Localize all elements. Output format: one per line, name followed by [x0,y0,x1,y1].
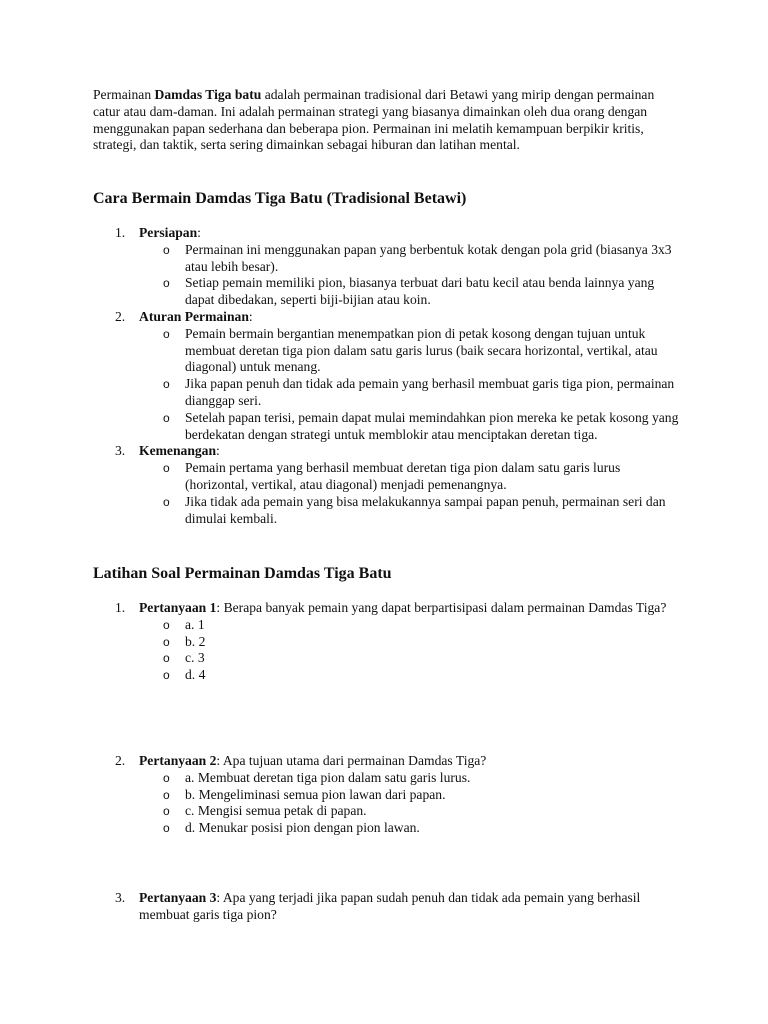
sub-item-text: Permainan ini menggunakan papan yang berbentuk kotak dengan pola grid (biasanya 3x3 atau lebih besar). [185,241,672,274]
item-title: Kemenangan [139,443,217,459]
option-item [93,803,683,820]
option-text: d. Menukar posisi pion dengan pion lawan. [185,820,420,836]
option-item [93,787,683,804]
option-text: d. 4 [185,667,206,683]
item-colon: : [248,308,253,324]
intro-text: adalah permainan tradisional dari Betawi yang mirip dengan permainan catur atau dam-daman. Ini adalah permainan strategi yang biasanya dimainkan oleh dua orang dengan menggunakan papan sederhana dan beberapa pion. Permainan ini melatih kemampuan berpikir kritis, strategi, dan taktik, serta sering dimainkan sebagai hiburan dan latihan mental. [93,87,655,153]
bullet-icon: o [163,770,170,785]
list-item [93,753,683,837]
option-list [139,617,683,684]
sub-list [139,242,683,309]
option-list [139,770,683,837]
question-2 [93,753,683,837]
option-item [93,820,683,837]
bullet-icon: o [163,461,170,476]
question-label: Pertanyaan 2 [139,753,217,768]
option-item [93,770,683,787]
bullet-icon: o [163,804,170,819]
intro-bold-term: Damdas Tiga batu [154,87,262,102]
item-title: Aturan Permainan [139,308,249,324]
sub-list [139,460,683,527]
list-item [93,890,683,924]
option-item [93,650,683,667]
item-colon: : [197,225,201,240]
bullet-icon: o [163,651,170,666]
question-1 [93,600,683,684]
item-number: 3. [115,443,126,459]
sub-item-text: Setelah papan terisi, pemain dapat mulai memindahkan pion mereka ke petak kosong yang berdekatan dengan strategi untuk memblokir atau menciptakan deretan tiga. [185,409,679,442]
sub-list-item [93,242,683,276]
option-text: a. 1 [185,616,205,632]
question-text: : Berapa banyak pemain yang dapat berpartisipasi dalam permainan Damdas Tiga? [216,600,667,615]
sub-list-item [93,494,683,528]
question-label: Pertanyaan 3 [139,890,217,905]
bullet-icon: o [163,242,170,257]
section-heading-cara-bermain: Cara Bermain Damdas Tiga Batu (Tradisional Betawi) [93,190,467,207]
question-3 [93,890,683,924]
sub-item-text: Jika papan penuh dan tidak ada pemain yang berhasil membuat garis tiga pion, permainan dianggap seri. [185,376,675,408]
item-number: 2. [115,753,126,768]
bullet-icon: o [163,821,170,836]
item-number: 1. [115,225,126,240]
sub-item-text: Pemain pertama yang berhasil membuat deretan tiga pion dalam satu garis lurus (horizontal, vertikal, atau diagonal) menjadi pemenangnya. [185,460,621,492]
option-text: b. 2 [185,633,206,649]
option-text: b. Mengeliminasi semua pion lawan dari papan. [185,786,446,802]
sub-list-item [93,326,683,376]
bullet-icon: o [163,787,170,802]
question-text: : Apa yang terjadi jika papan sudah penuh dan tidak ada pemain yang berhasil membuat garis tiga pion? [139,890,641,922]
intro-paragraph [93,87,683,154]
option-text: c. 3 [185,650,205,666]
sub-list-item [93,275,683,309]
option-item [93,667,683,684]
bullet-icon: o [163,617,170,632]
item-number: 1. [115,600,126,615]
option-text: a. Membuat deretan tiga pion dalam satu garis lurus. [185,769,471,785]
sub-item-text: Jika tidak ada pemain yang bisa melakukannya sampai papan penuh, permainan seri dan dimulai kembali. [185,493,666,526]
question-label: Pertanyaan 1 [139,600,217,615]
sub-list [139,326,683,444]
sub-item-text: Setiap pemain memiliki pion, biasanya terbuat dari batu kecil atau benda lainnya yang dapat dibedakan, seperti biji-bijian atau koin. [185,275,655,308]
bullet-icon: o [163,668,170,683]
bullet-icon: o [163,634,170,649]
sub-list-item [93,376,683,410]
sub-list-item [93,460,683,494]
option-text: c. Mengisi semua petak di papan. [185,803,367,819]
bullet-icon: o [163,377,170,392]
bullet-icon: o [163,410,170,425]
rules-list [93,225,683,527]
item-colon: : [216,443,220,459]
list-item [93,225,683,309]
item-number: 3. [115,890,126,905]
bullet-icon: o [163,276,170,291]
item-title: Persiapan [139,225,198,240]
option-item [93,617,683,634]
question-text: : Apa tujuan utama dari permainan Damdas Tiga? [216,753,487,768]
list-item [93,443,683,527]
list-item [93,600,683,684]
section-heading-latihan-soal: Latihan Soal Permainan Damdas Tiga Batu [93,565,392,582]
sub-list-item [93,410,683,444]
bullet-icon: o [163,494,170,509]
sub-item-text: Pemain bermain bergantian menempatkan pion di petak kosong dengan tujuan untuk membuat deretan tiga pion dalam satu garis lurus (baik secara horizontal, vertikal, atau diagonal) untuk menang. [185,325,658,375]
bullet-icon: o [163,326,170,341]
list-item [93,309,683,443]
option-item [93,634,683,651]
intro-prefix: Permainan [93,87,155,102]
item-number: 2. [115,308,126,324]
